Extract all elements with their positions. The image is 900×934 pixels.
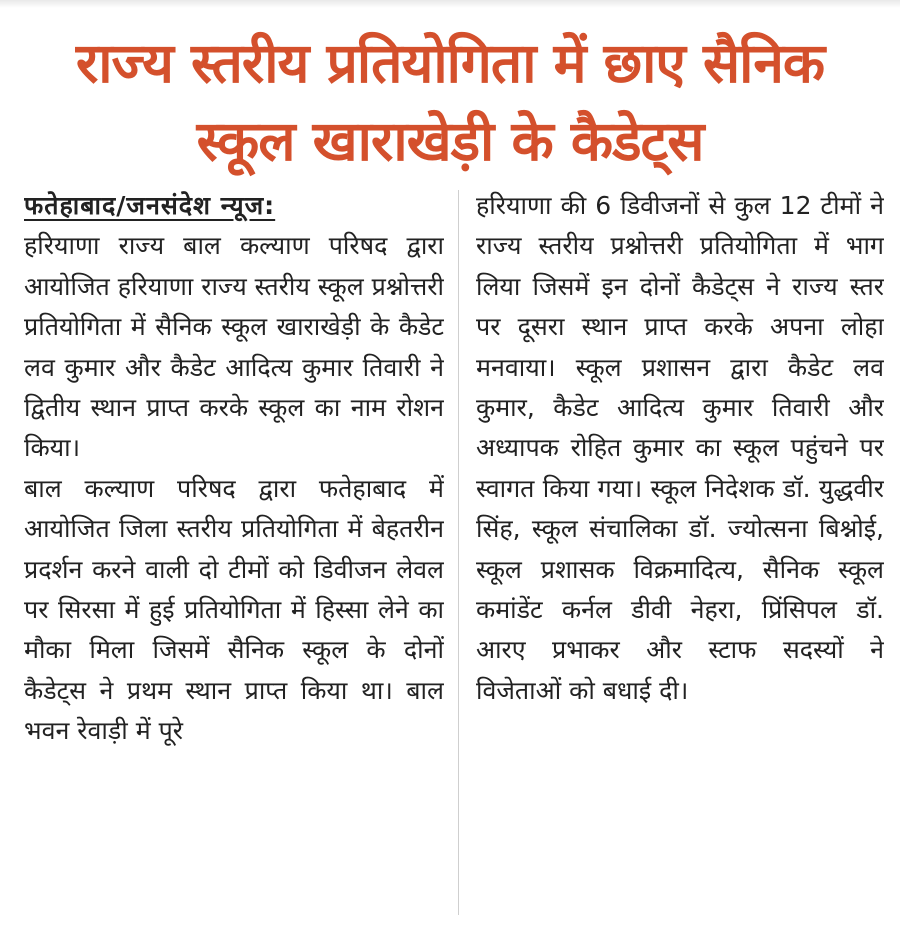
top-paper-edge	[0, 0, 900, 8]
column-divider	[458, 190, 459, 915]
article-column-right	[476, 186, 884, 926]
headline	[0, 24, 900, 180]
article-paragraph-2: बाल कल्याण परिषद द्वारा फतेहाबाद में आयोजित जिला स्तरीय प्रतियोगिता में बेहतरीन प्रदर्शन करने वाली दो टीमों को डिवीजन लेवल पर सिरसा में हुई प्रतियोगिता में हिस्सा लेने का मौका मिला जिसमें सैनिक स्कूल के दोनों कैडेट्स ने प्रथम स्थान प्राप्त किया था। बाल भवन रेवाड़ी में पूरे	[24, 473, 444, 746]
article-paragraph-3: हरियाणा की 6 डिवीजनों से कुल 12 टीमों ने राज्य स्तरीय प्रश्नोत्तरी प्रतियोगिता में भाग लिया जिसमें इन दोनों कैडेट्स ने राज्य स्तर पर दूसरा स्थान प्राप्त करके अपना लोहा मनवाया। स्कूल प्रशासन द्वारा कैडेट लव कुमार, कैडेट आदित्य कुमार तिवारी और अध्यापक रोहित कुमार का स्कूल पहुंचने पर स्वागत किया गया। स्कूल निदेशक डॉ. युद्धवीर सिंह, स्कूल संचालिका डॉ. ज्योत्सना बिश्नोई, स्कूल प्रशासक विक्रमादित्य, सैनिक स्कूल कमांडेंट कर्नल डीवी नेहरा, प्रिंसिपल डॉ. आरए प्रभाकर और स्टाफ सदस्यों ने विजेताओं को बधाई दी।	[476, 191, 884, 705]
dateline: फतेहाबाद/जनसंदेश न्यूज:	[24, 191, 276, 220]
article-column-left	[24, 186, 444, 926]
headline-line-1: राज्य स्तरीय प्रतियोगिता में छाए सैनिक	[75, 31, 825, 95]
dateline-paragraph	[24, 186, 444, 226]
article-paragraph-1: हरियाणा राज्य बाल कल्याण परिषद द्वारा आयोजित हरियाणा राज्य स्तरीय स्कूल प्रश्नोत्तरी प्रतियोगिता में सैनिक स्कूल खाराखेड़ी के कैडेट लव कुमार और कैडेट आदित्य कुमार तिवारी ने द्वितीय स्थान प्राप्त करके स्कूल का नाम रोशन किया।	[24, 231, 444, 463]
headline-line-2: स्कूल खाराखेड़ी के कैडेट्स	[196, 109, 704, 173]
